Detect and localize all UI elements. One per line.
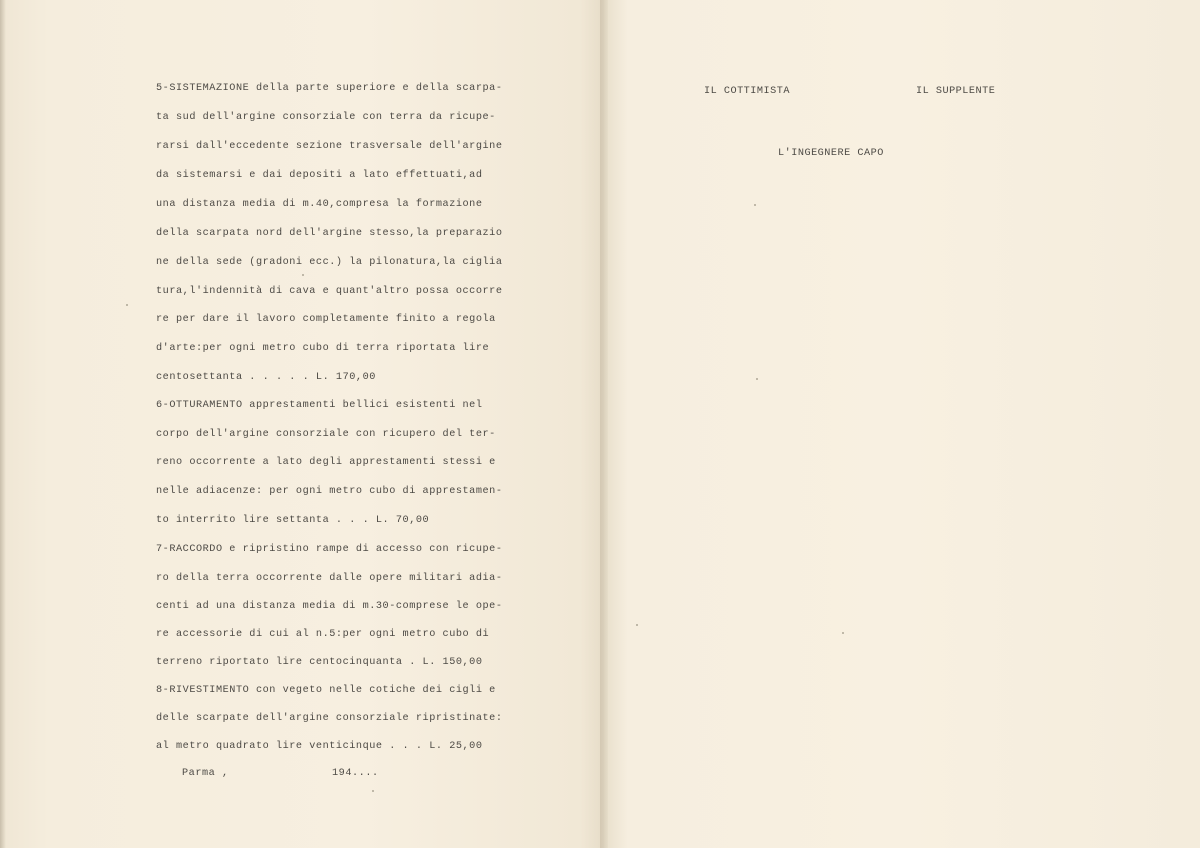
text-line: al metro quadrato lire venticinque . . . L. 25,00 bbox=[156, 741, 483, 752]
date-text: 194.... bbox=[332, 768, 379, 779]
signature-supplente: IL SUPPLENTE bbox=[916, 86, 996, 97]
text-line: 7-RACCORDO e ripristino rampe di accesso con ricupe- bbox=[156, 544, 503, 555]
place-date-line bbox=[182, 768, 379, 779]
text-line: terreno riportato lire centocinquanta . L. 150,00 bbox=[156, 657, 483, 668]
place-text: Parma , bbox=[182, 768, 229, 779]
paper-speck bbox=[372, 790, 374, 792]
paper-speck bbox=[756, 378, 758, 380]
text-line: nelle adiacenze: per ogni metro cubo di apprestamen- bbox=[156, 486, 503, 497]
paper-speck bbox=[842, 632, 844, 634]
signature-ingegnere-capo: L'INGEGNERE CAPO bbox=[778, 148, 884, 159]
page-edge-shadow bbox=[0, 0, 6, 848]
right-page bbox=[604, 0, 1200, 848]
text-line: rarsi dall'eccedente sezione trasversale dell'argine bbox=[156, 141, 503, 152]
text-line: ro della terra occorrente dalle opere militari adia- bbox=[156, 573, 503, 584]
paper-speck bbox=[754, 204, 756, 206]
text-line: reno occorrente a lato degli apprestamenti stessi e bbox=[156, 457, 496, 468]
signature-cottimista: IL COTTIMISTA bbox=[704, 86, 790, 97]
text-line: delle scarpate dell'argine consorziale ripristinate: bbox=[156, 713, 503, 724]
text-line: to interrito lire settanta . . . L. 70,00 bbox=[156, 515, 430, 526]
text-line: ta sud dell'argine consorziale con terra da ricupe- bbox=[156, 112, 496, 123]
text-line: centi ad una distanza media di m.30-comprese le ope- bbox=[156, 601, 503, 612]
text-line: 5-SISTEMAZIONE della parte superiore e della scarpa- bbox=[156, 83, 503, 94]
text-line: d'arte:per ogni metro cubo di terra riportata lire bbox=[156, 343, 490, 354]
text-line: centosettanta . . . . . L. 170,00 bbox=[156, 372, 376, 383]
book-gutter bbox=[600, 0, 608, 848]
text-line: della scarpata nord dell'argine stesso,la preparazio bbox=[156, 228, 503, 239]
paper-speck bbox=[636, 624, 638, 626]
text-line: tura,l'indennità di cava e quant'altro possa occorre bbox=[156, 286, 503, 297]
paper-speck bbox=[302, 274, 304, 276]
text-line: ne della sede (gradoni ecc.) la pilonatura,la ciglia bbox=[156, 257, 503, 268]
paper-speck bbox=[126, 304, 128, 306]
text-line: 8-RIVESTIMENTO con vegeto nelle cotiche dei cigli e bbox=[156, 685, 496, 696]
text-line: re per dare il lavoro completamente finito a regola bbox=[156, 314, 496, 325]
text-line: re accessorie di cui al n.5:per ogni metro cubo di bbox=[156, 629, 490, 640]
text-line: corpo dell'argine consorziale con ricupero del ter- bbox=[156, 429, 496, 440]
text-line: 6-OTTURAMENTO apprestamenti bellici esistenti nel bbox=[156, 400, 483, 411]
text-line: da sistemarsi e dai depositi a lato effettuati,ad bbox=[156, 170, 483, 181]
text-line: una distanza media di m.40,compresa la formazione bbox=[156, 199, 483, 210]
